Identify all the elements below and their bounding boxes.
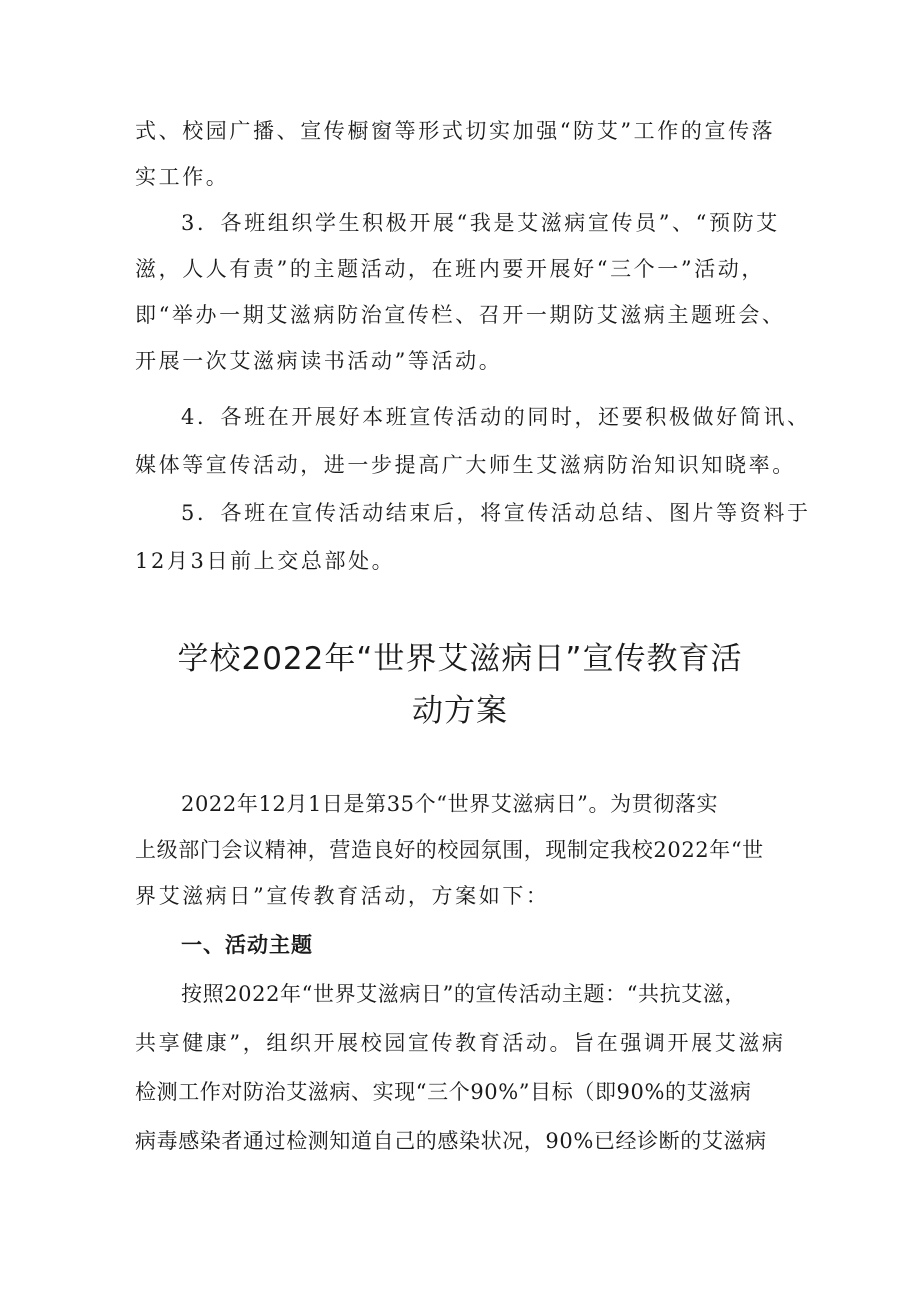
list-item-3-line: 3．各班组织学生积极开展“我是艾滋病宣传员”、“预防艾 xyxy=(181,211,780,235)
section1-line: 共享健康”，组织开展校园宣传教育活动。旨在强调开展艾滋病 xyxy=(135,1031,786,1055)
list-item-3-line: 即“举办一期艾滋病防治宣传栏、召开一期防艾滋病主题班会、 xyxy=(135,303,786,327)
paragraph-line: 式、校园广播、宣传橱窗等形式切实加强“防艾”工作的宣传落 xyxy=(135,119,776,143)
list-item-5-line: 5．各班在宣传活动结束后，将宣传活动总结、图片等资料于 xyxy=(181,501,811,525)
intro-line: 上级部门会议精神，营造良好的校园氛围，现制定我校2022年“世 xyxy=(135,838,764,862)
document-title-line2: 动方案 xyxy=(412,693,508,729)
list-item-3-line: 开展一次艾滋病读书活动”等活动。 xyxy=(135,349,503,373)
list-item-3-line: 滋，人人有责”的主题活动，在班内要开展好“三个一”活动， xyxy=(135,257,766,281)
section-heading: 一、活动主题 xyxy=(181,933,313,957)
list-item-4-line: 媒体等宣传活动，进一步提高广大师生艾滋病防治知识知晓率。 xyxy=(135,453,796,477)
intro-line: 2022年12月1日是第35个“世界艾滋病日”。为贯彻落实 xyxy=(181,792,719,816)
list-item-4-line: 4．各班在开展好本班宣传活动的同时，还要积极做好简讯、 xyxy=(181,405,811,429)
section1-line: 按照2022年“世界艾滋病日”的宣传活动主题：“共抗艾滋， xyxy=(181,982,747,1006)
paragraph-line: 实工作。 xyxy=(135,165,230,189)
section1-line: 检测工作对防治艾滋病、实现“三个90%”目标（即90%的艾滋病 xyxy=(135,1080,752,1104)
section1-line: 病毒感染者通过检测知道自己的感染状况，90%已经诊断的艾滋病 xyxy=(135,1129,767,1153)
document-title-line1: 学校2022年“世界艾滋病日”宣传教育活 xyxy=(177,641,743,677)
intro-line: 界艾滋病日”宣传教育活动，方案如下： xyxy=(135,884,550,908)
list-item-5-line: 12月3日前上交总部处。 xyxy=(135,549,396,573)
